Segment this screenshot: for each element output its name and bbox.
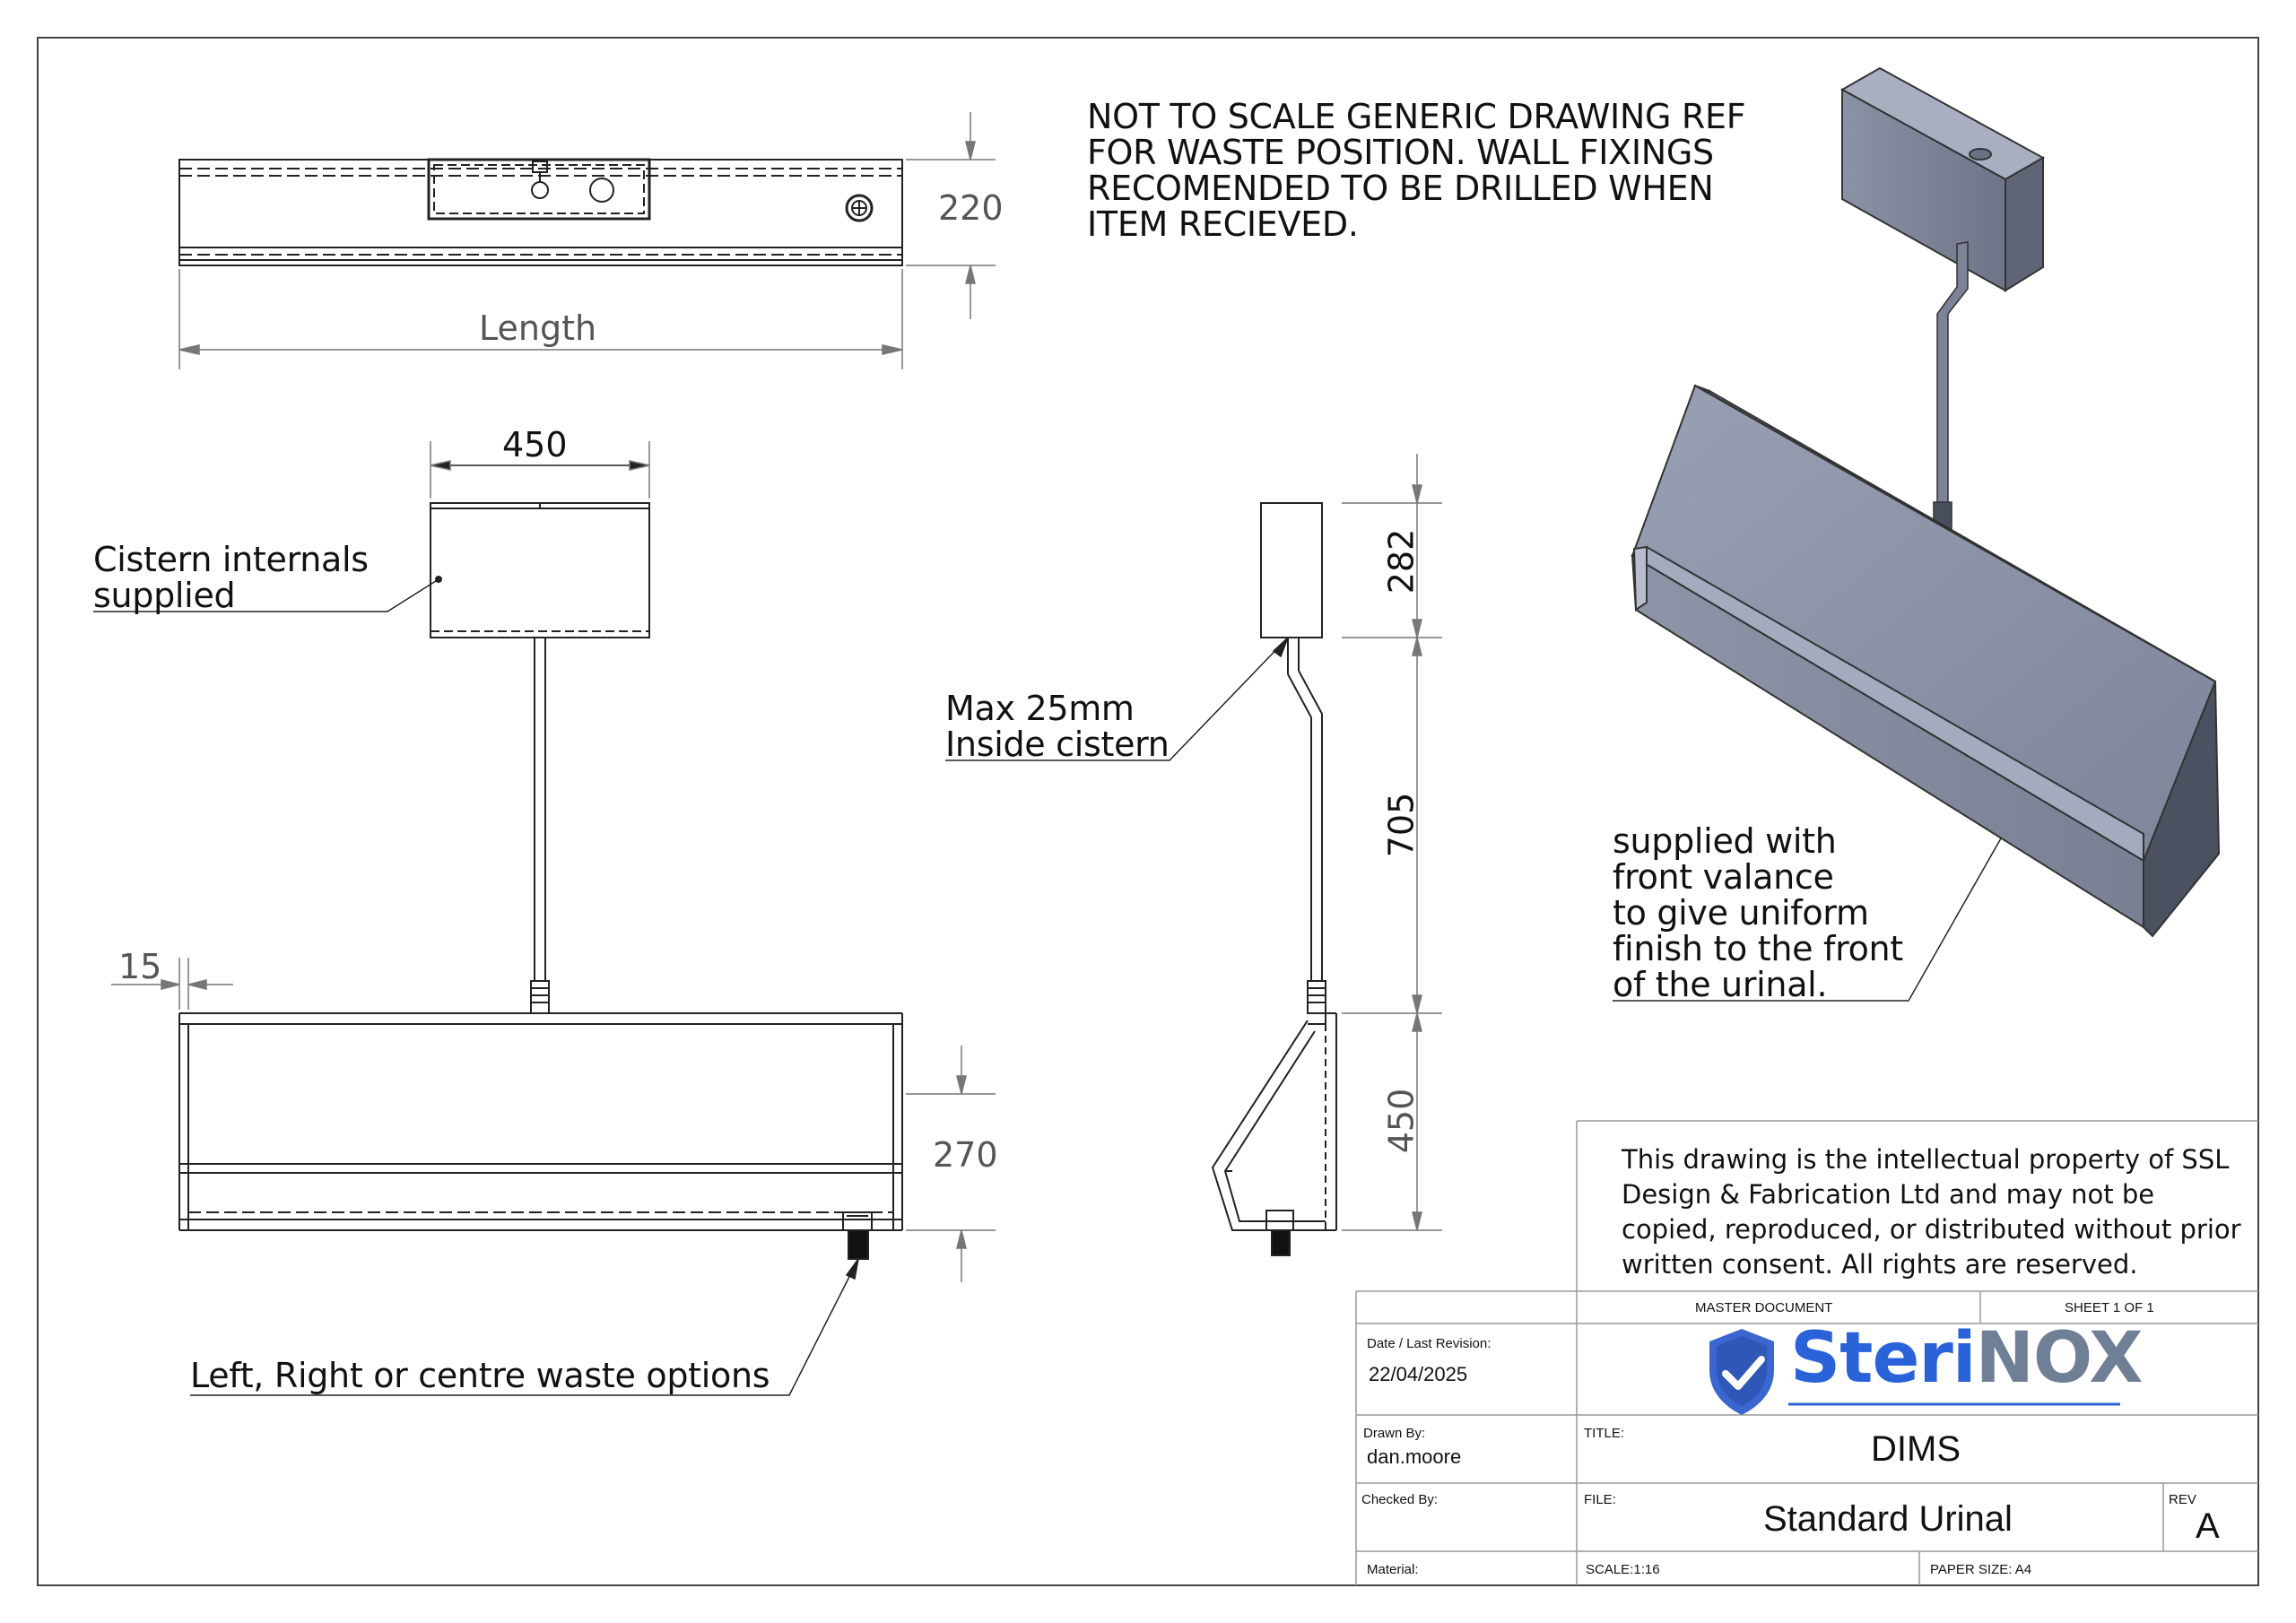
dim-top-height: 220 — [938, 188, 1004, 228]
dim-length: Length — [479, 308, 597, 348]
logo-text-steri: Steri — [1790, 1318, 1976, 1399]
logo-text-nox: NOX — [1975, 1318, 2143, 1399]
paper-size-label: PAPER SIZE: A4 — [1930, 1562, 2032, 1577]
checked-label: Checked By: — [1361, 1492, 1439, 1507]
date-value: 22/04/2025 — [1369, 1363, 1468, 1385]
file-label: FILE: — [1584, 1492, 1616, 1507]
scale-note: NOT TO SCALE GENERIC DRAWING REF FOR WASTE POSITION. WALL FIXINGS RECOMENDED TO BE DRILLED WHEN ITEM RECIEVED. — [1087, 97, 1746, 244]
top-view — [179, 160, 902, 265]
sheet-label: SHEET 1 OF 1 — [2065, 1300, 2154, 1315]
material-label: Material: — [1367, 1562, 1419, 1577]
waste-note: Left, Right or centre waste options — [190, 1356, 770, 1395]
ip-notice: This drawing is the intellectual property of SSL Design & Fabrication Ltd and may not be copied, reproduced, or distributed without prior written consent. All rights are reserved. — [1622, 1144, 2241, 1280]
title-value: DIMS — [1871, 1429, 1961, 1469]
dim-lip: 15 — [118, 947, 162, 986]
dim-side-trough: 450 — [1381, 1088, 1422, 1154]
dim-cistern-width: 450 — [502, 425, 568, 464]
master-document-label: MASTER DOCUMENT — [1695, 1300, 1833, 1315]
valance-note: supplied with front valance to give uniform finish to the front of the urinal. — [1613, 821, 1903, 1004]
side-view — [1213, 503, 1336, 1255]
dim-trough-height: 270 — [933, 1135, 998, 1175]
scale-label: SCALE:1:16 — [1586, 1562, 1660, 1577]
cistern-note: Cistern internals supplied — [93, 540, 369, 615]
drawn-value: dan.moore — [1367, 1445, 1462, 1468]
sterinox-logo — [1704, 1318, 2143, 1399]
title-label: TITLE: — [1584, 1426, 1625, 1441]
rev-label: REV — [2169, 1492, 2196, 1507]
drawn-label: Drawn By: — [1363, 1426, 1426, 1441]
dim-side-cistern: 282 — [1381, 528, 1422, 595]
front-view — [179, 503, 902, 1259]
max-note: Max 25mm Inside cistern — [945, 689, 1170, 764]
date-label: Date / Last Revision: — [1367, 1336, 1492, 1351]
rev-value: A — [2196, 1506, 2220, 1546]
dim-side-pipe: 705 — [1381, 792, 1422, 858]
file-value: Standard Urinal — [1763, 1499, 2013, 1539]
